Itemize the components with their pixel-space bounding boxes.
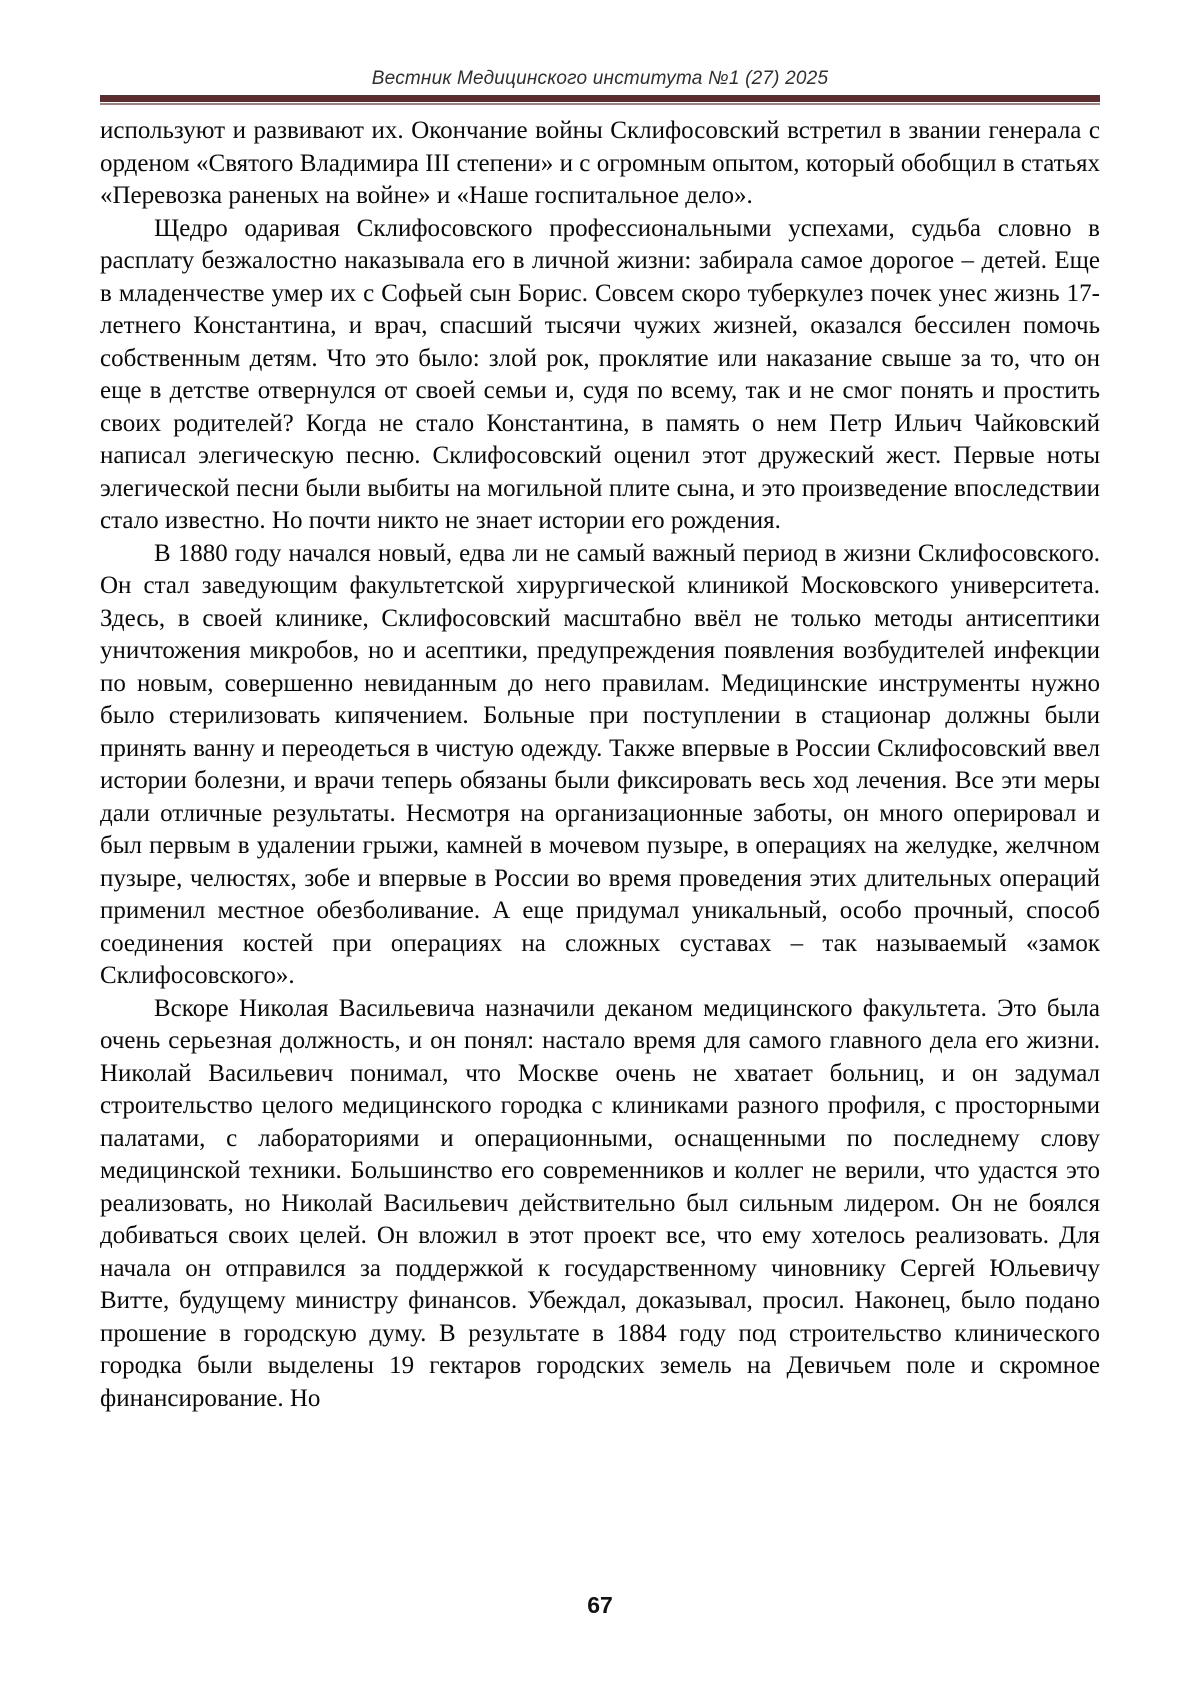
article-body bbox=[100, 115, 1100, 1415]
page-footer bbox=[0, 1592, 1200, 1619]
header-rule-divider bbox=[100, 95, 1100, 102]
body-paragraph: Вскоре Николая Васильевича назначили деканом медицинского факультета. Это была очень серьезная должность, и он понял: настало время для самого главного дела его жизни. Николай Васильевич понимал, что Москве очень не хватает больниц, и он задумал строительство целого медицинского городка с клиниками разного профиля, с просторными палатами, с лабораториями и операционными, оснащенными по последнему слову медицинской техники. Большинство его современников и коллег не верили, что удастся это реализовать, но Николай Васильевич действительно был сильным лидером. Он не боялся добиваться своих целей. Он вложил в этот проект все, что ему хотелось реализовать. Для начала он отправился за поддержкой к государственному чиновнику Сергей Юльевичу Витте, будущему министру финансов. Убеждал, доказывал, просил. Наконец, было подано прошение в городскую думу. В результате в 1884 году под строительство клинического городка были выделены 19 гектаров городских земель на Девичьем поле и скромное финансирование. Но bbox=[100, 994, 1100, 1412]
body-paragraph: В 1880 году начался новый, едва ли не самый важный период в жизни Склифосовского. Он стал заведующим факультетской хирургической клиникой Московского университета. Здесь, в своей клинике, Склифосовский масштабно ввёл не только методы антисептики уничтожения микробов, но и асептики, предупреждения появления возбудителей инфекции по новым, совершенно невиданным до него правилам. Медицинские инструменты нужно было стерилизовать кипячением. Больные при поступлении в стационар должны были принять ванну и переодеться в чистую одежду. Также впервые в России Склифосовский ввел истории болезни, и врачи теперь обязаны были фиксировать весь ход лечения. Все эти меры дали отличные результаты. Несмотря на организационные заботы, он много оперировал и был первым в удалении грыжи, камней в мочевом пузыре, в операциях на желудке, желчном пузыре, челюстях, зобе и впервые в России во время проведения этих длительных операций применил местное обезболивание. А еще придумал уникальный, особо прочный, способ соединения костей при операциях на сложных суставах – так называемый «замок Склифосовского». bbox=[100, 539, 1100, 989]
page-header bbox=[100, 0, 1100, 105]
journal-header-title: Вестник Медицинского института №1 (27) 2025 bbox=[371, 68, 829, 89]
body-paragraph: Щедро одаривая Склифосовского профессиональными успехами, судьба словно в расплату безжалостно наказывала его в личной жизни: забирала самое дорогое – детей. Еще в младенчестве умер их с Софьей сын Борис. Совсем скоро туберкулез почек унес жизнь 17-летнего Константина, и врач, спасший тысячи чужих жизней, оказался бессилен помочь собственным детям. Что это было: злой рок, проклятие или наказание свыше за то, что он еще в детстве отвернулся от своей семьи и, судя по всему, так и не смог понять и простить своих родителей? Когда не стало Константина, в память о нем Петр Ильич Чайковский написал элегическую песню. Склифосовский оценил этот дружеский жест. Первые ноты элегической песни были выбиты на могильной плите сына, и это произведение впоследствии стало известно. Но почти никто не знает истории его рождения. bbox=[100, 214, 1100, 534]
page-number: 67 bbox=[587, 1592, 613, 1618]
header-rule-divider-thin bbox=[100, 103, 1100, 105]
body-paragraph: используют и развивают их. Окончание войны Склифосовский встретил в звании генерала с орденом «Святого Владимира III степени» и с огромным опытом, который обобщил в статьях «Перевозка раненых на войне» и «Наше госпитальное дело». bbox=[100, 117, 1100, 209]
